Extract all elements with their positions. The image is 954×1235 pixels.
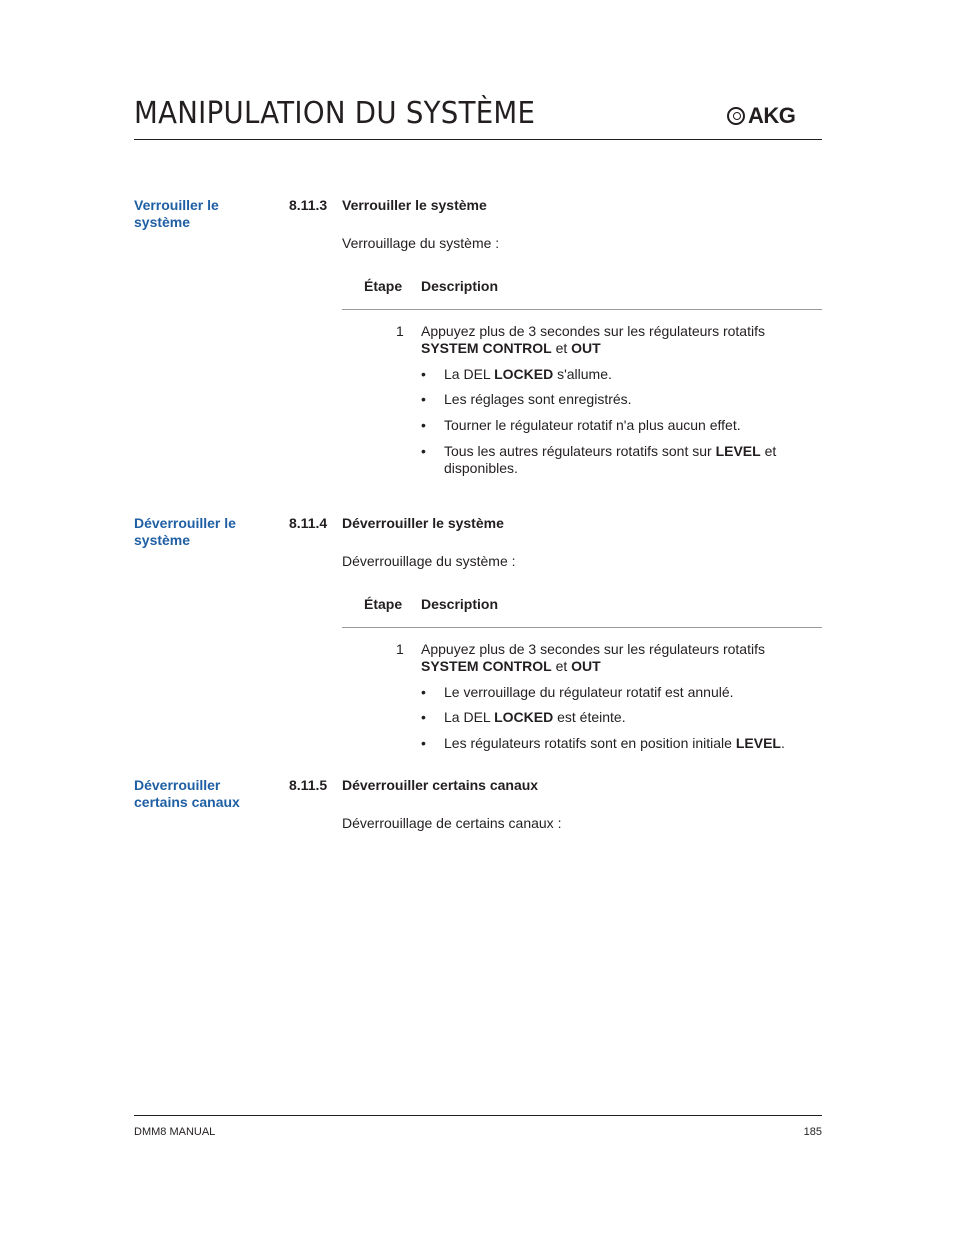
page-number: 185	[803, 1126, 822, 1138]
side-label-unlock: Déverrouiller le système	[134, 515, 236, 548]
step-number: 1	[396, 641, 404, 657]
section-intro: Déverrouillage de certains canaux :	[342, 815, 562, 831]
section-number: 8.11.4	[289, 515, 328, 531]
table-header-description: Description	[421, 278, 499, 294]
table-rule	[342, 627, 822, 628]
section-number: 8.11.5	[289, 777, 328, 793]
section-intro: Verrouillage du système :	[342, 235, 500, 251]
akg-logo	[727, 103, 823, 130]
footer-rule	[134, 1115, 822, 1116]
section-number: 8.11.3	[289, 197, 328, 213]
section-title: Déverrouiller certains canaux	[342, 777, 539, 793]
section-intro: Déverrouillage du système :	[342, 553, 516, 569]
page-title: MANIPULATION DU SYSTÈME	[134, 96, 536, 131]
header-rule	[134, 139, 822, 140]
step-number: 1	[396, 323, 404, 339]
side-label-lock: Verrouiller le système	[134, 197, 219, 230]
step-text: Appuyez plus de 3 secondes sur les régulateurs rotatifs SYSTEM CONTROL et OUT	[421, 323, 765, 356]
table-header-step: Étape	[364, 278, 403, 294]
side-label-unlock-channels: Déverrouiller certains canaux	[134, 777, 240, 810]
table-header-step: Étape	[364, 596, 403, 612]
footer-manual-name: DMM8 MANUAL	[134, 1126, 216, 1138]
table-header-description: Description	[421, 596, 499, 612]
table-rule	[342, 309, 822, 310]
akg-logo-icon	[727, 107, 745, 125]
section-title: Déverrouiller le système	[342, 515, 504, 531]
step-text: Appuyez plus de 3 secondes sur les régulateurs rotatifs SYSTEM CONTROL et OUT	[421, 641, 765, 674]
section-title: Verrouiller le système	[342, 197, 487, 213]
logo-text: AKG	[748, 103, 796, 128]
